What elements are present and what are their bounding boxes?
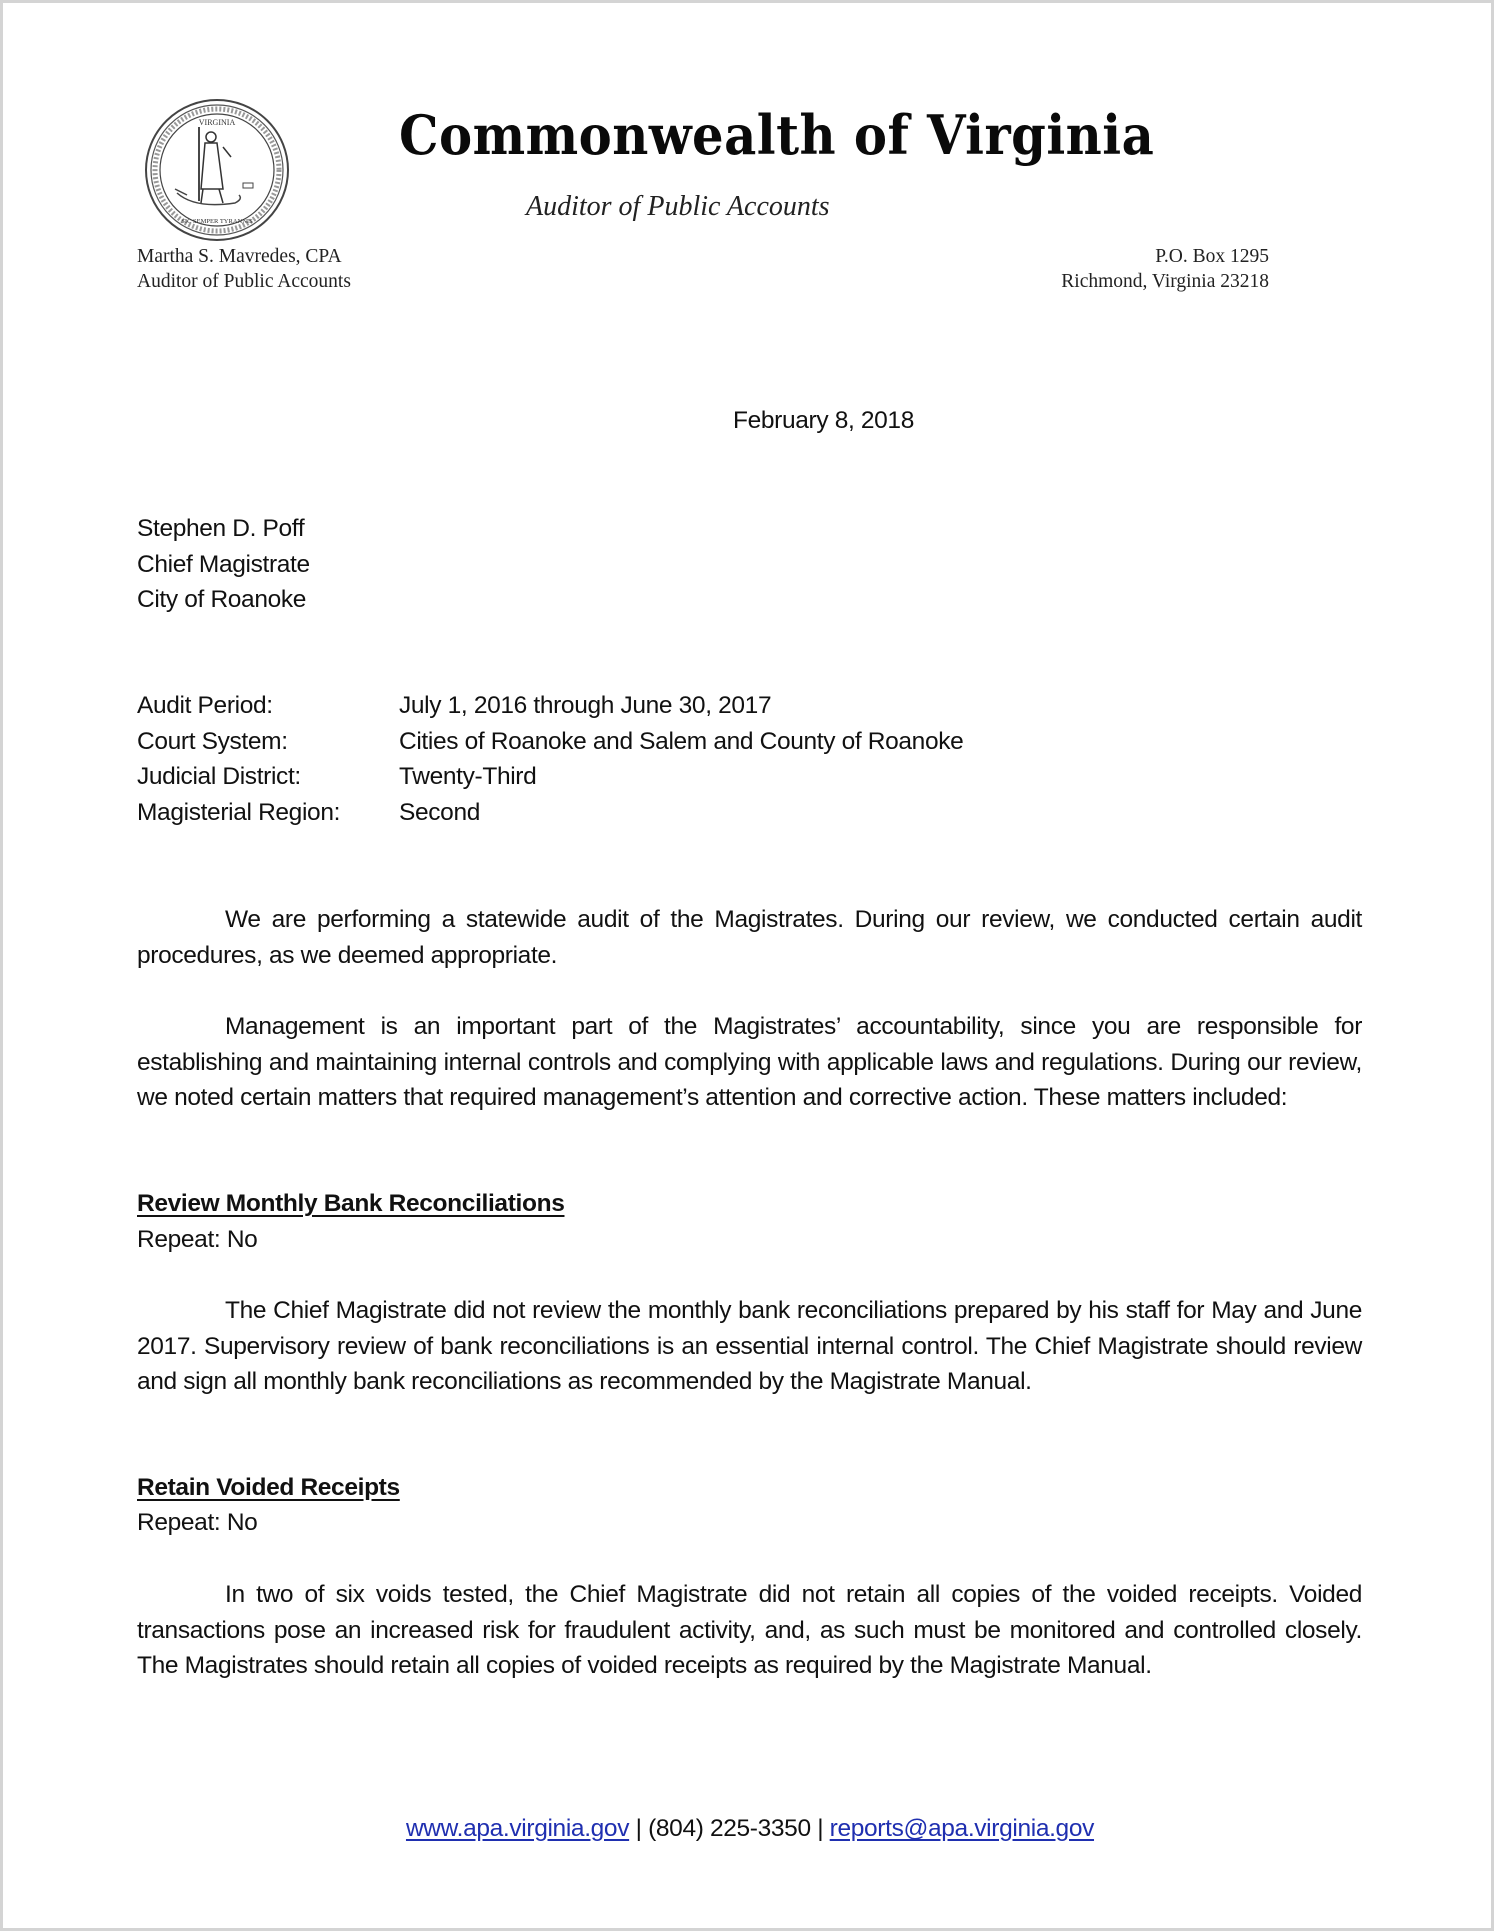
finding-body-text: The Chief Magistrate did not review the monthly bank reconciliations prepared by his staff for May and June 2017. Supervisory review of bank reconciliations is an essential internal control. The Chief Magistrate should review and sign all monthly bank reconciliations as recommended by the Magistrate Manual. [137,1297,1362,1396]
letterhead-title: Commonwealth of Virginia [399,103,1155,167]
audit-info-row [137,795,963,831]
virginia-seal-icon [143,97,291,243]
audit-info-label: Judicial District: [137,763,301,791]
audit-info-label: Audit Period: [137,692,273,719]
email-link[interactable]: reports@apa.virginia.gov [829,1815,1095,1842]
recipient-block [137,511,310,618]
po-box: P.O. Box 1295 [1155,246,1269,267]
finding-repeat-status: Repeat: No [137,1226,258,1253]
recipient-name: Stephen D. Poff [137,515,305,542]
intro-paragraph [137,902,1362,973]
audit-info-value: Cities of Roanoke and Salem and County of Roanoke [399,727,964,755]
auditor-title: Auditor of Public Accounts [137,271,351,292]
letter-date: February 8, 2018 [733,407,914,434]
contact-footer [3,1811,1494,1847]
auditor-name: Martha S. Mavredes, CPA [137,246,342,267]
finding-repeat-status: Repeat: No [137,1509,258,1536]
audit-info-label: Magisterial Region: [137,798,341,826]
audit-info-table [137,688,963,830]
audit-info-row [137,724,963,760]
letterhead-subtitle: Auditor of Public Accounts [526,191,830,222]
mailing-address [1061,244,1269,294]
city-state-zip: Richmond, Virginia 23218 [1061,271,1269,292]
finding-heading: Review Monthly Bank Reconciliations [137,1190,565,1217]
finding-body [137,1577,1362,1684]
intro-paragraph-text: We are performing a statewide audit of the Magistrates. During our review, we conducted certain audit procedures, as we deemed appropriate. [137,906,1362,969]
audit-info-label: Court System: [137,727,288,755]
finding-body [137,1293,1362,1400]
management-paragraph [137,1009,1362,1116]
recipient-title: Chief Magistrate [137,550,310,578]
audit-info-value: Second [399,798,480,826]
audit-info-value: July 1, 2016 through June 30, 2017 [399,692,772,719]
phone-number: (804) 225-3350 [648,1815,811,1842]
audit-info-value: Twenty-Third [399,763,537,791]
svg-text:VIRGINIA: VIRGINIA [198,118,236,127]
website-link[interactable]: www.apa.virginia.gov [405,1815,630,1842]
audit-info-row [137,759,963,795]
auditor-name-block [137,244,351,294]
footer-separator: | [817,1815,824,1842]
recipient-locality: City of Roanoke [137,586,307,614]
footer-separator: | [635,1815,642,1842]
audit-info-row [137,688,963,724]
finding-body-text: In two of six voids tested, the Chief Magistrate did not retain all copies of the voided receipts. Voided transactions pose an increased risk for fraudulent activity, and, as such must be monitored and controlled closely. The Magistrates should retain all copies of voided receipts as required by the Magistrate Manual. [137,1581,1362,1680]
management-paragraph-text: Management is an important part of the Magistrates’ accountability, since you are responsible for establishing and maintaining internal controls and complying with applicable laws and regulations. During our review, we noted certain matters that required management’s attention and corrective action. These matters included: [137,1013,1362,1112]
finding-heading: Retain Voided Receipts [137,1474,400,1501]
svg-text:SIC SEMPER TYRANNIS: SIC SEMPER TYRANNIS [181,218,253,225]
